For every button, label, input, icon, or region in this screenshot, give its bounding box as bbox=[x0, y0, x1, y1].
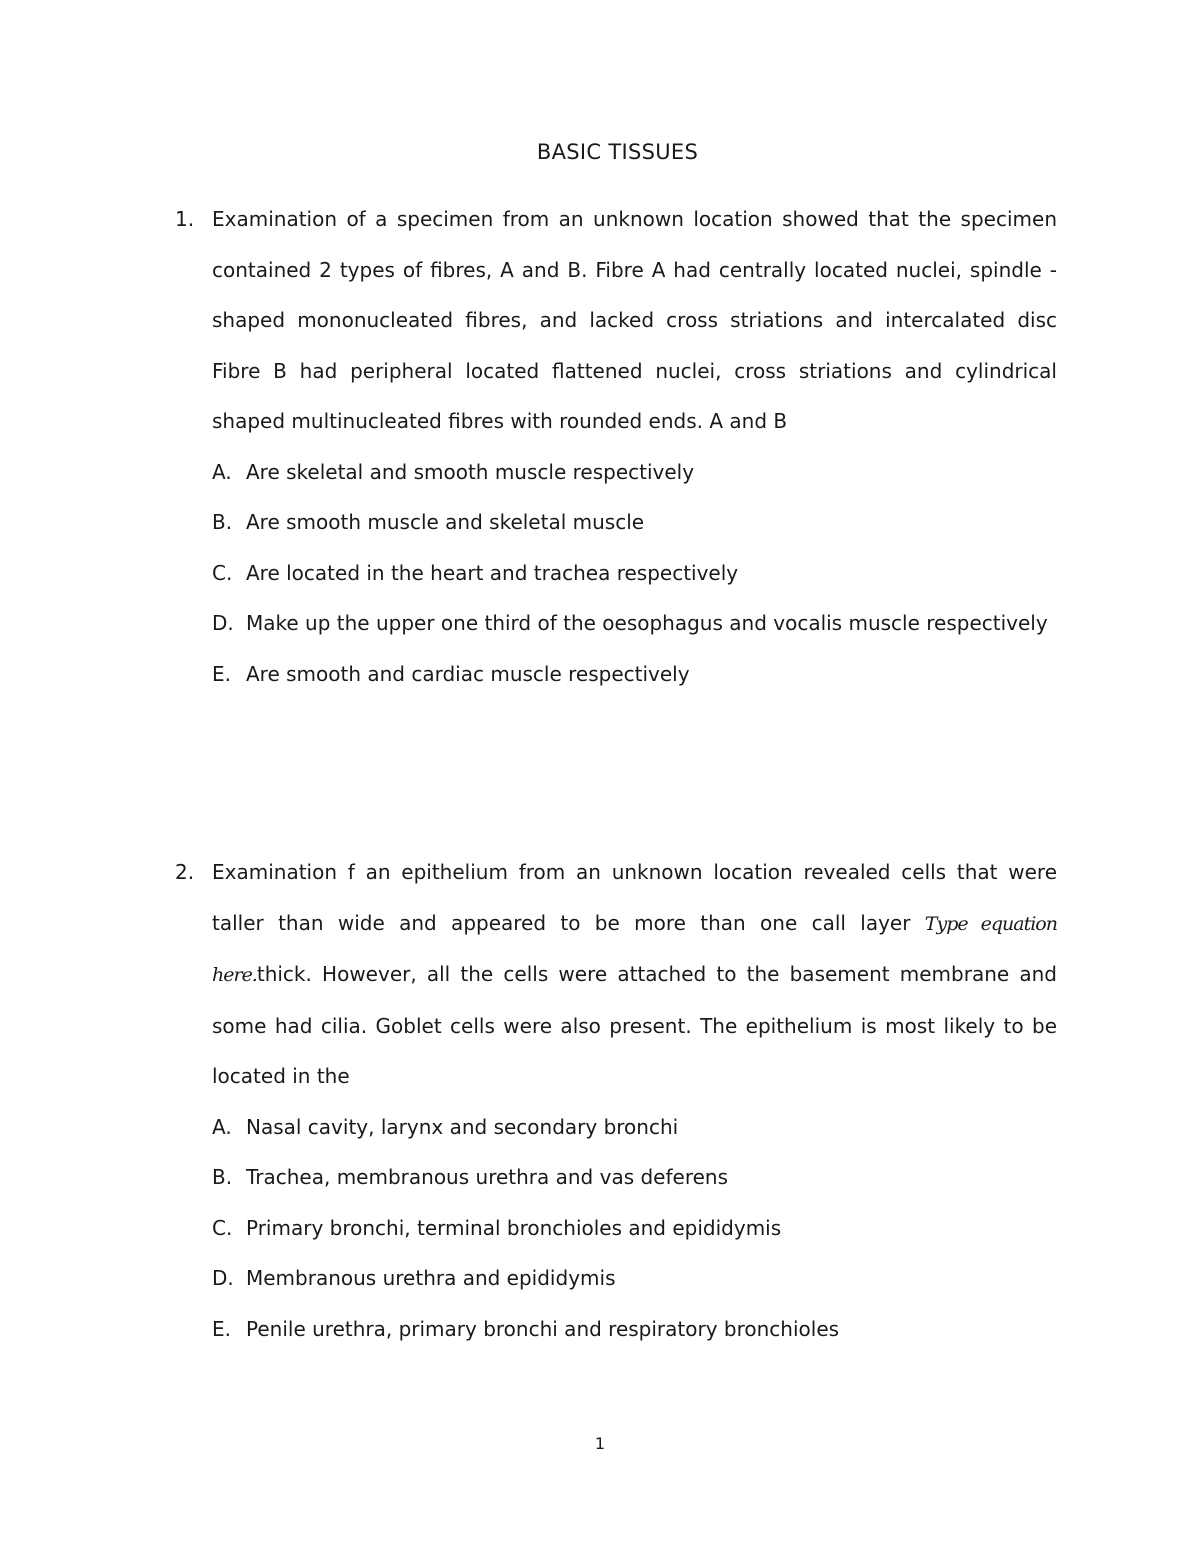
question-1-option-b bbox=[212, 497, 1057, 548]
question-1-options bbox=[175, 447, 1057, 700]
option-text: Are skeletal and smooth muscle respectively bbox=[246, 459, 695, 484]
question-2-option-a bbox=[212, 1102, 1057, 1153]
question-2-stem-part1: Examination f an epithelium from an unknown location revealed cells that were taller than wide and appeared to be more than one call layer bbox=[212, 860, 1057, 935]
question-1-number: 1. bbox=[175, 207, 195, 231]
question-2-option-b bbox=[212, 1152, 1057, 1203]
question-2 bbox=[175, 847, 1057, 1354]
question-1-option-e bbox=[212, 649, 1057, 700]
option-text: Make up the upper one third of the oesophagus and vocalis muscle respectively bbox=[246, 611, 1048, 635]
question-2-options bbox=[175, 1102, 1057, 1355]
option-letter: C. bbox=[212, 560, 233, 585]
question-1-option-a bbox=[212, 447, 1057, 498]
option-letter: B. bbox=[212, 1165, 233, 1189]
page-number: 1 bbox=[594, 1434, 606, 1453]
option-text: Membranous urethra and epididymis bbox=[246, 1266, 616, 1290]
question-2-option-d bbox=[212, 1253, 1057, 1304]
question-2-option-e bbox=[212, 1304, 1057, 1355]
option-letter: E. bbox=[212, 661, 231, 686]
question-2-number: 2. bbox=[175, 860, 195, 884]
question-2-stem-part2: thick. However, all the cells were attached to the basement membrane and some had cilia. Goblet cells were also present. The epithelium is most likely to be located in the bbox=[212, 962, 1057, 1088]
option-text: Are smooth and cardiac muscle respectively bbox=[246, 661, 690, 686]
equation-placeholder[interactable]: Type equation here. bbox=[212, 912, 1057, 986]
question-2-stem bbox=[212, 847, 1057, 1102]
option-letter: D. bbox=[212, 1266, 234, 1290]
option-letter: E. bbox=[212, 1316, 231, 1341]
option-text: Are smooth muscle and skeletal muscle bbox=[246, 510, 645, 534]
document-title: BASIC TISSUES bbox=[536, 140, 699, 164]
option-letter: C. bbox=[212, 1215, 233, 1240]
option-letter: D. bbox=[212, 611, 234, 635]
option-letter: B. bbox=[212, 510, 233, 534]
option-text: Trachea, membranous urethra and vas deferens bbox=[246, 1165, 729, 1189]
question-2-option-c bbox=[212, 1203, 1057, 1254]
option-text: Are located in the heart and trachea respectively bbox=[246, 560, 739, 585]
option-letter: A. bbox=[212, 459, 232, 484]
question-1 bbox=[175, 194, 1057, 699]
question-1-stem: Examination of a specimen from an unknown location showed that the specimen contained 2 types of fibres, A and B. Fibre A had centrally located nuclei, spindle -shaped mononucleated fibres, and lacked cross striations and intercalated disc Fibre B had peripheral located flattened nuclei, cross striations and cylindrical shaped multinucleated fibres with rounded ends. A and B bbox=[212, 207, 1057, 433]
option-text: Primary bronchi, terminal bronchioles and epididymis bbox=[246, 1215, 782, 1240]
option-text: Penile urethra, primary bronchi and respiratory bronchioles bbox=[246, 1316, 840, 1341]
question-1-option-d bbox=[212, 598, 1057, 649]
question-1-option-c bbox=[212, 548, 1057, 599]
option-text: Nasal cavity, larynx and secondary bronchi bbox=[246, 1114, 679, 1139]
option-letter: A. bbox=[212, 1114, 232, 1139]
